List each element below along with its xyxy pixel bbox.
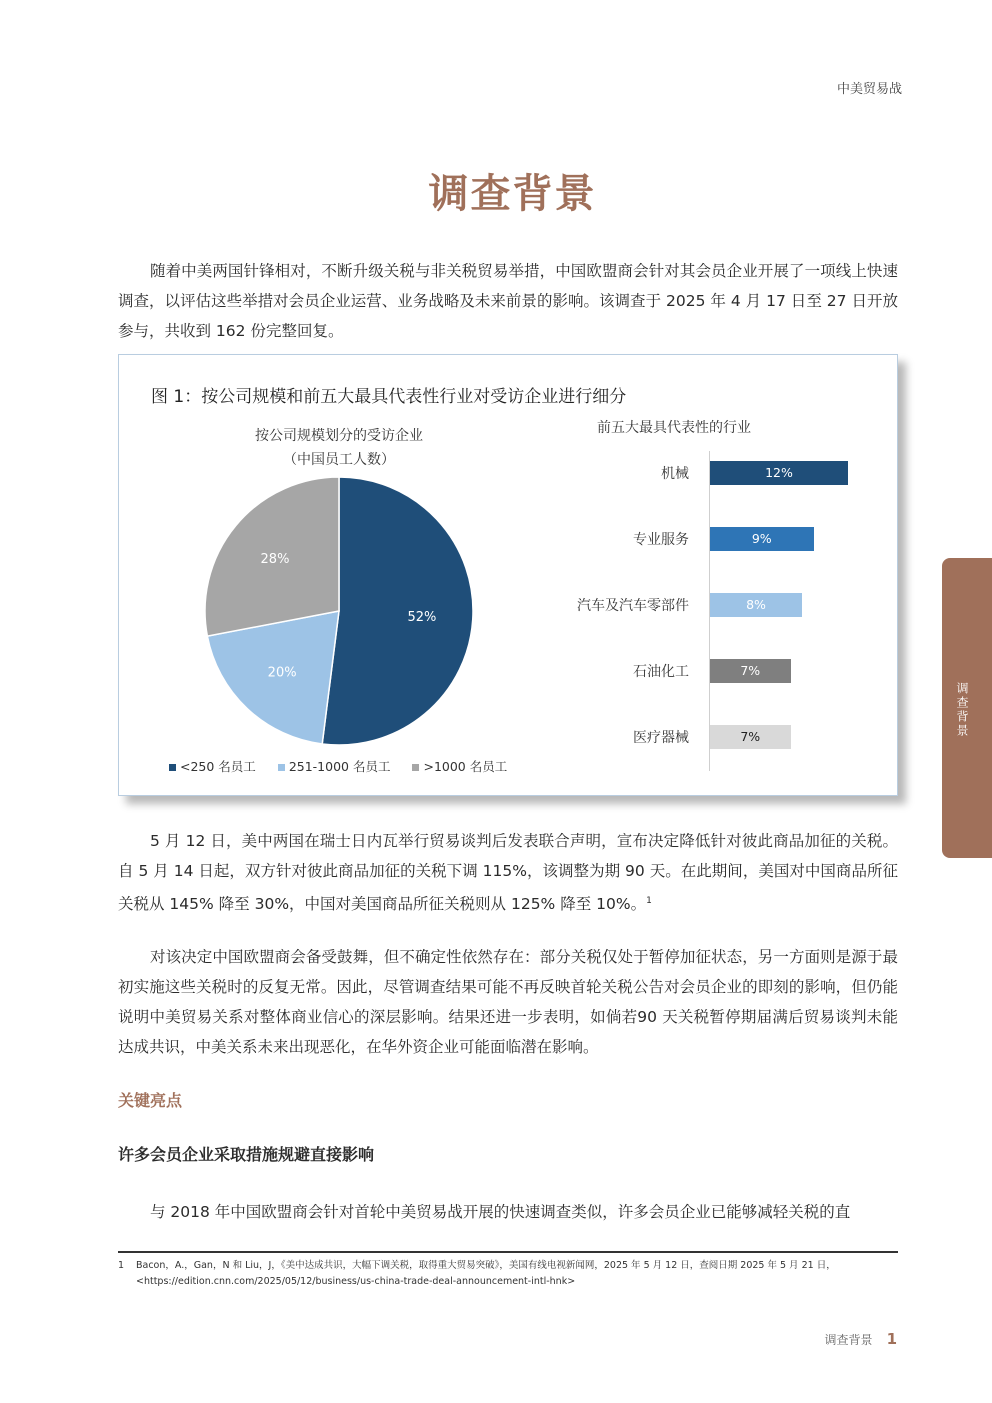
legend-label: <250 名员工: [180, 759, 256, 774]
bar: 7%: [710, 725, 791, 749]
bar-row: [519, 527, 879, 551]
pie-slice: [322, 477, 473, 745]
paragraph-joint-statement-text: 5 月 12 日，美中两国在瑞士日内瓦举行贸易谈判后发表联合声明，宣布决定降低针对彼此商品加征的关税。自 5 月 14 日起，双方针对彼此商品加征的关税下调 115%，该调整为期 90 天。在此期间，美国对中国商品所征关税从 145% 降至 30%，中国对美国商品所征关税则从 125% 降至 10%。: [118, 832, 898, 914]
bar-category-label: 汽车及汽车零部件: [577, 598, 689, 614]
legend-swatch: [412, 764, 419, 771]
pie-slice-label: 52%: [407, 610, 437, 626]
bar-row: [519, 593, 879, 617]
bar-chart-title: 前五大最具代表性的行业: [597, 420, 751, 436]
footnote-ref[interactable]: 1: [646, 896, 652, 906]
legend-swatch: [169, 764, 176, 771]
bar-category-label: 医疗器械: [633, 730, 689, 746]
bar: 8%: [710, 593, 802, 617]
legend-item: [412, 757, 507, 775]
paragraph-uncertainty: 对该决定中国欧盟商会备受鼓舞，但不确定性依然存在：部分关税仅处于暂停加征状态，另一方面则是源于最初实施这些关税时的反复无常。因此，尽管调查结果可能不再反映首轮关税公告对会员企业的即刻的影响，但仍能说明中美贸易关系对整体商业信心的深层影响。结果还进一步表明，如倘若90 天关税暂停期届满后贸易谈判未能达成共识，中美关系未来出现恶化，在华外资企业可能面临潜在影响。: [118, 948, 898, 1056]
bar-row: [519, 725, 879, 749]
page-number: 1: [886, 1330, 897, 1348]
figure-1: [118, 354, 898, 796]
pie-slice-label: 20%: [267, 665, 297, 681]
section-heading: 关键亮点: [118, 1091, 183, 1110]
footnote: [118, 1258, 898, 1290]
legend-item: [169, 757, 256, 775]
bar-row: [519, 461, 879, 485]
intro-paragraph: 随着中美两国针锋相对，不断升级关税与非关税贸易举措，中国欧盟商会针对其会员企业开展了一项线上快速调查，以评估这些举措对会员企业运营、业务战略及未来前景的影响。该调查于 2025 年 4 月 17 日至 27 日开放参与，共收到 162 份完整回复。: [118, 262, 898, 340]
bar: 7%: [710, 659, 791, 683]
pie-title-line2: （中国员工人数）: [283, 452, 395, 468]
bar-row: [519, 659, 879, 683]
pie-slice-label: 28%: [260, 552, 290, 568]
legend-item: [278, 757, 391, 775]
figure-title: 图 1：按公司规模和前五大最具代表性行业对受访企业进行细分: [151, 387, 627, 407]
bar-category-label: 石油化工: [633, 664, 689, 680]
running-header: 中美贸易战: [836, 82, 902, 97]
bar: 12%: [710, 461, 848, 485]
bar-category-label: 专业服务: [633, 532, 689, 548]
paragraph-joint-statement: [118, 826, 898, 919]
page-footer: [825, 1330, 897, 1348]
footnote-number: 1: [118, 1260, 125, 1271]
bar-category-label: 机械: [661, 466, 689, 482]
footnote-divider: [118, 1251, 898, 1253]
footnote-text[interactable]: Bacon，A.，Gan，N 和 Liu，J，《美中达成共识，大幅下调关税，取得重大贸易突破》，美国有线电视新闻网，2025 年 5 月 12 日，查阅日期 2025 年 5 月 21 日，<https://edition.cnn.com/2025/05/12/business/us-china-trade-deal-announcement-intl-hnk>: [136, 1260, 836, 1287]
legend-label: >1000 名员工: [423, 759, 508, 774]
pie-title-line1: 按公司规模划分的受访企业: [255, 428, 423, 444]
bar: 9%: [710, 527, 814, 551]
page-title: 调查背景: [428, 171, 597, 217]
pie-title: [219, 424, 459, 472]
side-section-tab[interactable]: [942, 558, 992, 858]
paragraph-2018-comparison: 与 2018 年中国欧盟商会针对首轮中美贸易战开展的快速调查类似，许多会员企业已能够减轻关税的直: [150, 1203, 851, 1221]
pie-chart: [203, 475, 475, 747]
subheading: 许多会员企业采取措施规避直接影响: [118, 1145, 375, 1164]
legend-label: 251-1000 名员工: [288, 759, 391, 774]
side-tab-label: 调查背景: [955, 682, 969, 738]
pie-legend: [169, 757, 529, 775]
footer-section: 调查背景: [824, 1333, 873, 1347]
legend-swatch: [278, 764, 285, 771]
